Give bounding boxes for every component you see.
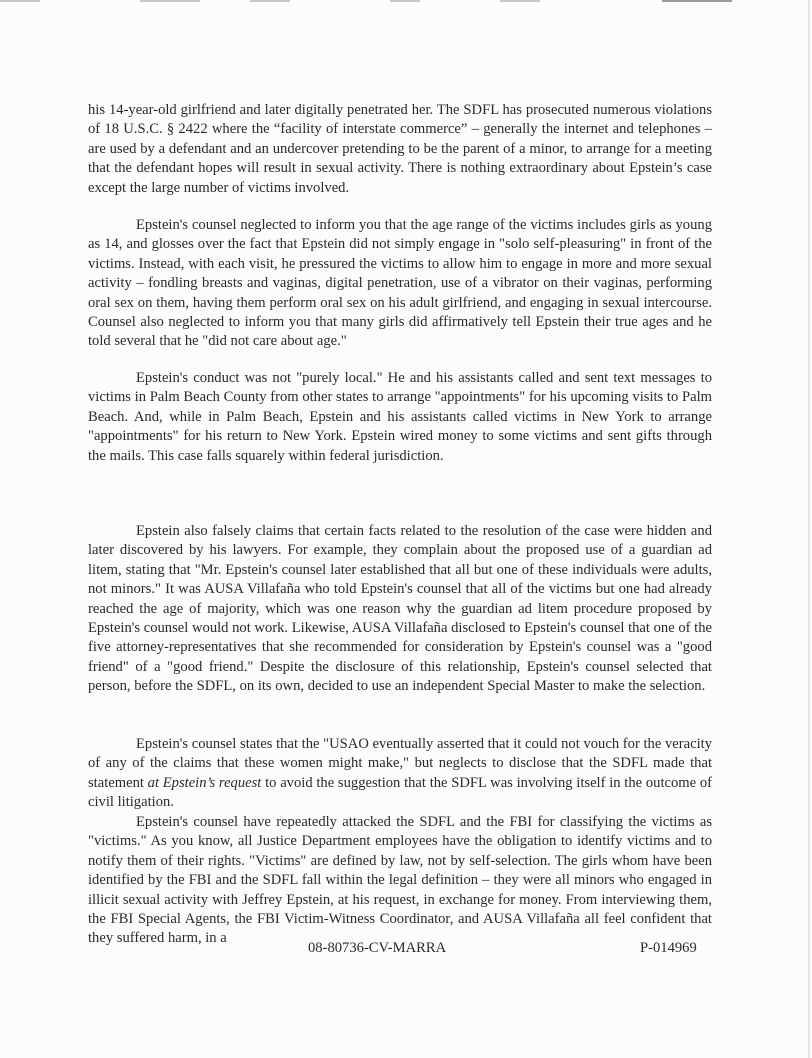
paragraph-5 bbox=[88, 735, 712, 813]
paragraph-4: Epstein also falsely claims that certain facts related to the resolution of the case were hidden and later discovered by his lawyers. For example, they complain about the proposed use of a guardian ad litem, stating that "Mr. Epstein's counsel later established that all but one of these individuals were adults, not minors." It was AUSA Villafaña who told Epstein's counsel that all of the victims but one had already reached the age of majority, which was one reason why the guardian ad litem procedure proposed by Epstein's counsel would not work. Likewise, AUSA Villafaña disclosed to Epstein's counsel that one of the five attorney-representatives that she recommended for consideration by Epstein's counsel was a "good friend" of a "good friend." Despite the disclosure of this relationship, Epstein's counsel selected that person, before the SDFL, on its own, decided to use an independent Special Master to make the selection. bbox=[88, 523, 712, 695]
paragraph-3: Epstein's conduct was not "purely local." He and his assistants called and sent text messages to victims in Palm Beach County from other states to arrange "appointments" for his upcoming visits to Palm Beach. And, while in Palm Beach, Epstein and his assistants called victims in New York to arrange "appointments" for his return to New York. Epstein wired money to some victims and sent gifts through the mails. This case falls squarely within federal jurisdiction. bbox=[88, 370, 712, 464]
scan-artifact bbox=[0, 0, 40, 2]
paragraph-2: Epstein's counsel neglected to inform you that the age range of the victims includes girls as young as 14, and glosses over the fact that Epstein did not simply engage in "solo self-pleasuring" in front of the victims. Instead, with each visit, he pressured the victims to allow him to engage in more and more sexual activity – fondling breasts and vaginas, digital penetration, use of a vibrator on their vaginas, performing oral sex on them, having them perform oral sex on his adult girlfriend, and engaging in sexual intercourse. Counsel also neglected to inform you that many girls did affirmatively tell Epstein their true ages and he told several that he "did not care about age." bbox=[88, 217, 712, 350]
paragraph-5-text-end: to avoid the suggestion that the SDFL was involving itself in the outcome of civil litigation. bbox=[88, 774, 712, 811]
paragraph-5-emphasis: at Epstein’s request bbox=[147, 774, 262, 791]
bates-number: P-014969 bbox=[640, 940, 697, 956]
paragraph-6: Epstein's counsel have repeatedly attacked the SDFL and the FBI for classifying the victims as "victims." As you know, all Justice Department employees have the obligation to identify victims and to notify them of their rights. "Victims" are defined by law, not by self-selection. The girls whom have been identified by the FBI and the SDFL fall within the legal definition – they were all minors who engaged in illicit sexual activity with Jeffrey Epstein, at his request, in exchange for money. From interviewing them, the FBI Special Agents, the FBI Victim-Witness Coordinator, and AUSA Villafaña all feel confident that they suffered harm, in a bbox=[88, 814, 712, 947]
scan-artifact bbox=[662, 0, 732, 2]
case-number: 08-80736-CV-MARRA bbox=[308, 940, 447, 956]
paragraph-5-text: Epstein's counsel states that the "USAO eventually asserted that it could not vouch for the veracity of any of the claims that these women might make," but neglects to disclose that the SDFL made that statement bbox=[88, 736, 712, 791]
scan-artifact bbox=[140, 0, 200, 2]
paragraph-1: his 14-year-old girlfriend and later digitally penetrated her. The SDFL has prosecuted numerous violations of 18 U.S.C. § 2422 where the “facility of interstate commerce” – generally the internet and telephones – are used by a defendant and an undercover pretending to be the parent of a minor, to arrange for a meeting that the defendant hopes will result in sexual activity. There is nothing extraordinary about Epstein’s case except the large number of victims involved. bbox=[88, 102, 712, 196]
scan-artifact bbox=[500, 0, 540, 2]
scan-artifact bbox=[390, 0, 420, 2]
scan-edge bbox=[808, 0, 810, 1058]
scan-artifact bbox=[250, 0, 290, 2]
